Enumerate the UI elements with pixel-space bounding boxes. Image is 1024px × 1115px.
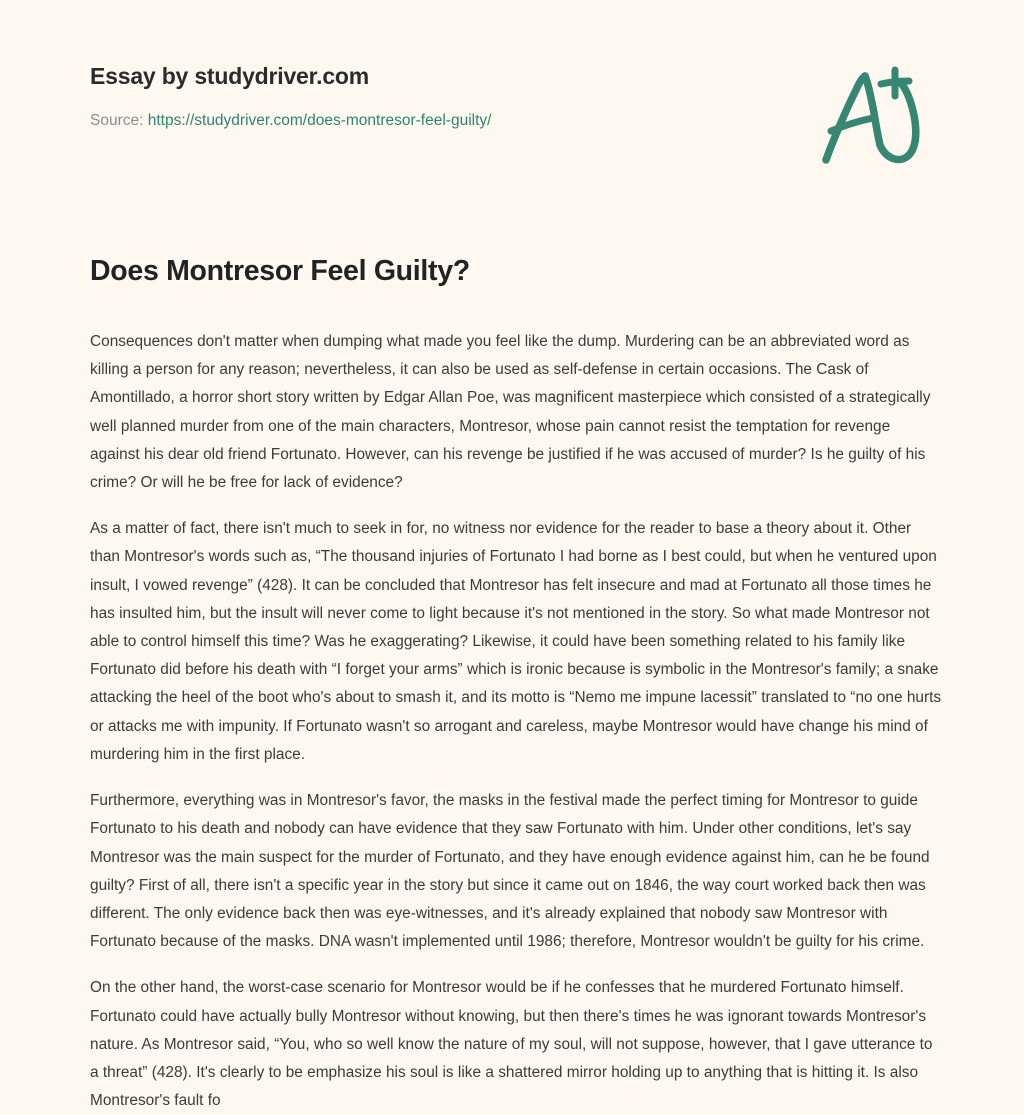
- article-body: [90, 328, 942, 1115]
- page-header: [0, 0, 1024, 200]
- essay-attribution: Essay by studydriver.com: [90, 63, 370, 89]
- a-plus-logo-icon[interactable]: [812, 63, 930, 175]
- paragraph: Furthermore, everything was in Montresor's favor, the masks in the festival made the perfect timing for Montresor to guide Fortunato to his death and nobody can have evidence that they saw Fortunato with him. Under other conditions, let's say Montresor was the main suspect for the murder of Fortunato, and they have enough evidence against him, can he be found guilty? First of all, there isn't a specific year in the story but since it came out on 1846, the way court worked back then was different. The only evidence back then was eye-witnesses, and it's already explained that nobody saw Montresor with Fortunato because of the masks. DNA wasn't implemented until 1986; therefore, Montresor wouldn't be guilty for his crime.: [90, 792, 930, 951]
- page-title: Does Montresor Feel Guilty?: [90, 255, 470, 287]
- paragraph: As a matter of fact, there isn't much to seek in for, no witness nor evidence for the reader to base a theory about it. Other than Montresor's words such as, “The thousand injuries of Fortunato I had borne as I best could, but when he ventured upon insult, I vowed revenge” (428). It can be concluded that Montresor has felt insecure and mad at Fortunato all those times he has insulted him, but the insult will never come to light because it's not mentioned in the story. So what made Montresor not able to control himself this time? Was he exaggerating? Likewise, it could have been something related to his family like Fortunato did before his death with “I forget your arms” which is ironic because is symbolic in the Montresor's family; a snake attacking the heel of the boot who's about to smash it, and its motto is “Nemo me impune lacessit” translated to “no one hurts or attacks me with impunity. If Fortunato wasn't so arrogant and careless, maybe Montresor would have change his mind of murdering him in the first place.: [90, 520, 942, 763]
- paragraph: Consequences don't matter when dumping what made you feel like the dump. Murdering can be an abbreviated word as killing a person for any reason; nevertheless, it can also be used as self-defense in certain occasions. The Cask of Amontillado, a horror short story written by Edgar Allan Poe, was magnificent masterpiece which consisted of a strategically well planned murder from one of the main characters, Montresor, whose pain cannot resist the temptation for revenge against his dear old friend Fortunato. However, can his revenge be justified if he was accused of murder? Is he guilty of his crime? Or will he be free for lack of evidence?: [90, 333, 931, 492]
- source-label: Source:: [90, 111, 144, 129]
- source-url-link[interactable]: https://studydriver.com/does-montresor-feel-guilty/: [147, 111, 492, 129]
- paragraph: On the other hand, the worst-case scenario for Montresor would be if he confesses that he murdered Fortunato himself. Fortunato could have actually bully Montresor without knowing, but then there's times he was ignorant towards Montresor's nature. As Montresor said, “You, who so well know the nature of my soul, will not suppose, however, that I gave utterance to a threat” (428). It's clearly to be emphasize his soul is like a shattered mirror holding up to anything that is hitting it. Is also Montresor's fault fo: [90, 979, 933, 1110]
- brand-block: [90, 62, 790, 131]
- article: [90, 253, 942, 1115]
- source-line: [90, 91, 790, 131]
